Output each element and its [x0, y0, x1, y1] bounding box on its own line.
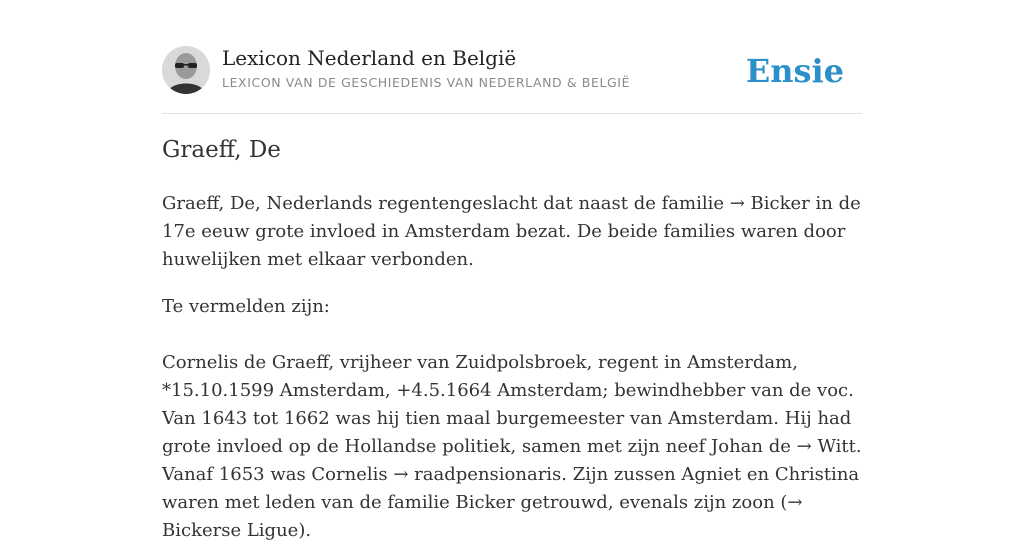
paragraph-text: Cornelis de Graeff, vrijheer van Zuidpolsbroek, regent in Amsterdam, *15.10.1599 Amsterdam, +4.5.1664 Amsterdam; bewindhebber van de voc. Van 1643 tot 1662 was hij tien maal burgemeester van Amsterdam. Hij had grote invloed op de Hollandse politiek, samen met zijn neef Johan de [162, 352, 854, 457]
link-witt[interactable] [797, 436, 856, 457]
link-label: raadpensionaris [408, 464, 562, 485]
link-raadpensionaris[interactable] [393, 464, 561, 485]
site-title[interactable]: Lexicon Nederland en België [222, 46, 517, 70]
article-paragraph-list-intro: Te vermelden zijn: [162, 296, 330, 317]
arrow-right-icon: → [393, 464, 409, 485]
article-paragraph-cornelis [162, 349, 862, 545]
paragraph-text: . Zijn zussen Agniet en Christina waren met leden van de familie Bicker getrouwd, evenals zijn zoon ( [162, 464, 860, 513]
arrow-right-icon: → [729, 193, 745, 214]
article-title: Graeff, De [162, 137, 281, 163]
arrow-right-icon: → [796, 436, 812, 457]
author-avatar[interactable] [162, 46, 210, 94]
article-paragraph-intro [162, 190, 862, 274]
paragraph-text: Graeff, De, Nederlands regentengeslacht dat naast de familie [162, 193, 730, 214]
site-header [162, 44, 862, 114]
link-label: Witt [811, 436, 856, 457]
page-container [162, 0, 862, 541]
paragraph-text: . Vanaf 1653 was Cornelis [162, 436, 862, 485]
arrow-right-icon: → [787, 492, 803, 513]
avatar-portrait-image [162, 46, 210, 94]
link-label: Bicker [744, 193, 810, 214]
brand-logo[interactable]: Ensie [745, 52, 844, 90]
header-divider [162, 113, 862, 114]
site-subtitle: LEXICON VAN DE GESCHIEDENIS VAN NEDERLAND & BELGIË [222, 75, 631, 90]
paragraph-text: ). [298, 520, 312, 541]
link-label: Bickerse Ligue [162, 520, 299, 541]
paragraph-text: in de 17e eeuw grote invloed in Amsterdam bezat. De beide families waren door huwelijken met elkaar verbonden. [162, 193, 861, 270]
link-bicker[interactable] [730, 193, 810, 214]
